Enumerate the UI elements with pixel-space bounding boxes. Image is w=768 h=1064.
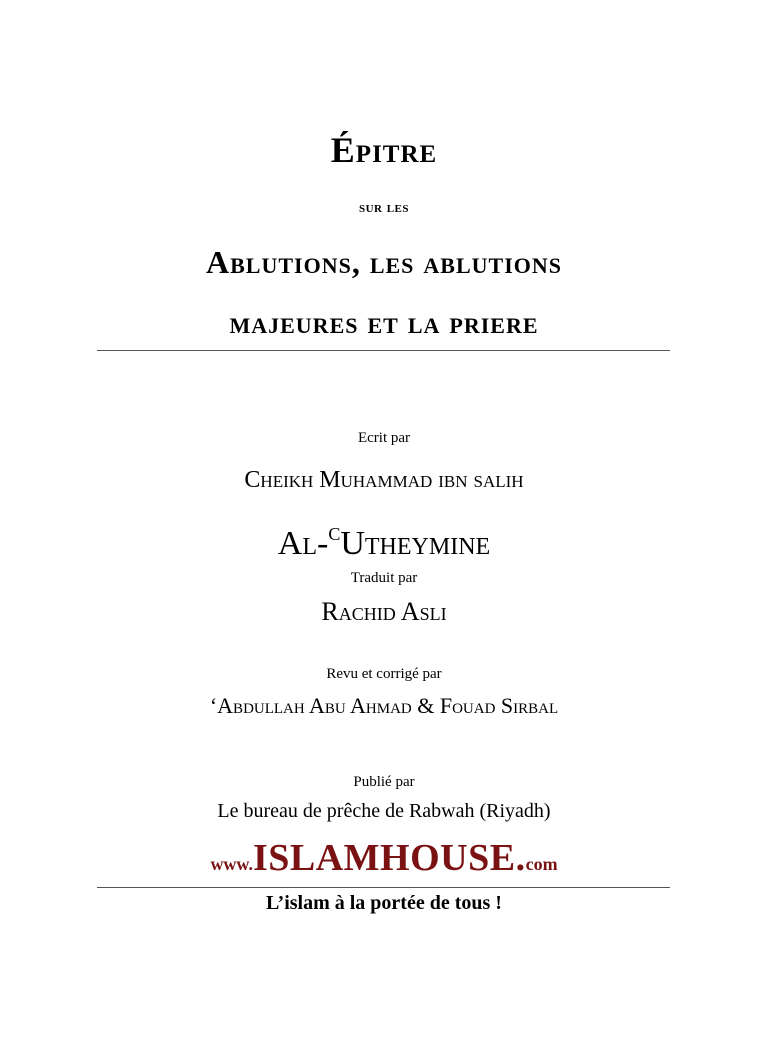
publisher-name: Le bureau de prêche de Rabwah (Riyadh): [217, 800, 551, 822]
reviewed-by-label: Revu et corrigé par: [326, 666, 442, 682]
website-link[interactable]: [0, 834, 768, 890]
author-line2-sup: C: [328, 524, 341, 544]
document-title: Épitre: [330, 130, 438, 170]
motto: L’islam à la portée de tous !: [266, 892, 502, 914]
author-line2-suffix: Utheymine: [340, 525, 491, 562]
published-by-label: Publié par: [353, 774, 415, 790]
divider-bottom: [97, 887, 670, 888]
written-by-label: Ecrit par: [357, 430, 411, 446]
author-name-line1: Cheikh Muhammad ibn salih: [244, 467, 524, 493]
site-com: com: [525, 854, 558, 874]
site-www: www.: [210, 854, 253, 874]
main-title-line1: Ablutions, les ablutions: [206, 244, 562, 280]
translator-name: Rachid Asli: [321, 597, 447, 626]
reviewers-names: ‘Abdullah Abu Ahmad & Fouad Sirbal: [209, 693, 559, 718]
divider-top: [97, 350, 670, 351]
site-main: ISLAMHOUSE.: [252, 837, 526, 879]
author-line2-prefix: Al-: [277, 525, 329, 562]
translated-by-label: Traduit par: [350, 570, 418, 586]
author-name-line2: [0, 512, 768, 566]
sub-label: sur les: [358, 200, 410, 216]
main-title-line2: majeures et la priere: [229, 304, 539, 340]
